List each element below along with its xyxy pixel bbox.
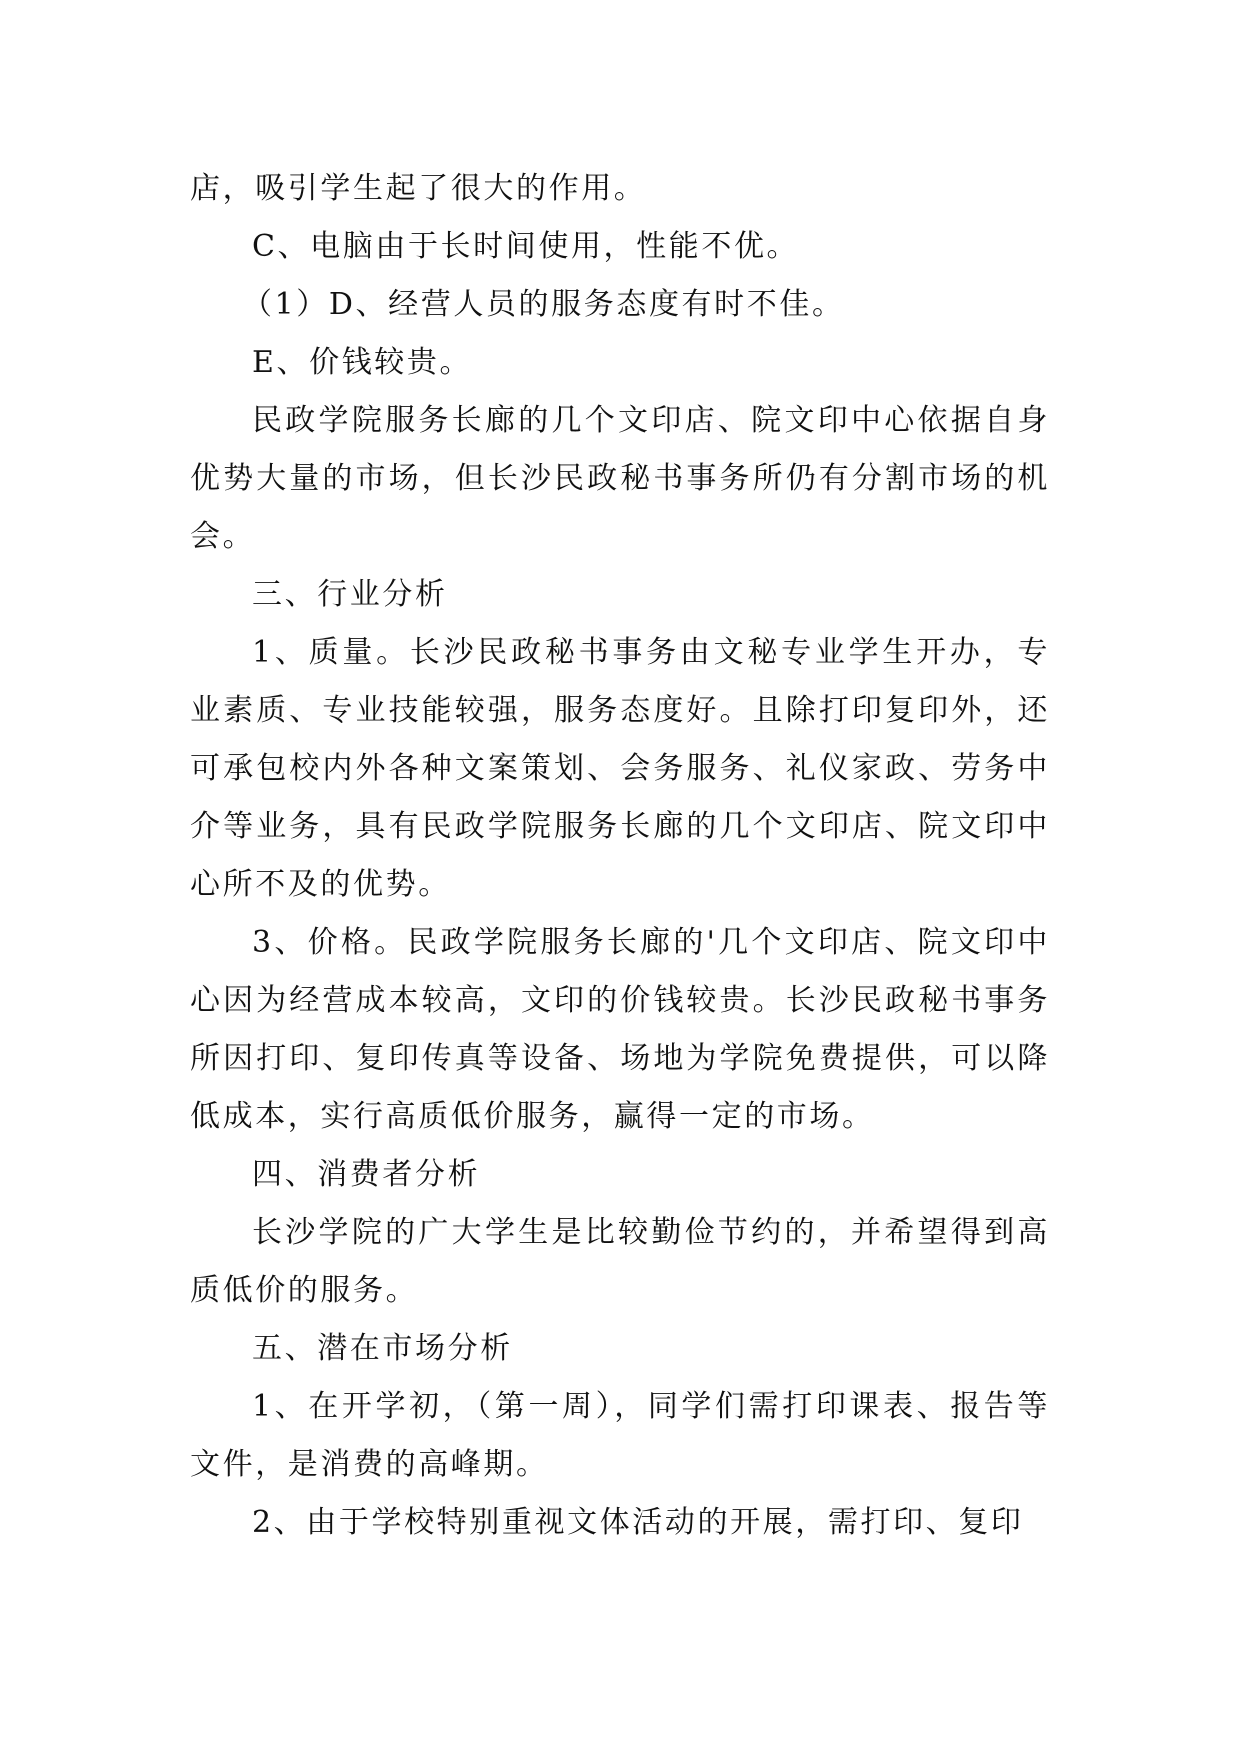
document-body bbox=[190, 160, 1050, 1552]
paragraph-item-e: E、价钱较贵。 bbox=[252, 345, 473, 380]
paragraph-price: 3、价格。民政学院服务长廊的'几个文印店、院文印中心因为经营成本较高，文印的价钱较贵。长沙民政秘书事务所因打印、复印传真等设备、场地为学院免费提供，可以降低成本，实行高质低价服务，赢得一定的市场。 bbox=[190, 925, 1050, 1134]
section-heading-industry: 三、行业分析 bbox=[252, 577, 448, 612]
paragraph-item-c: C、电脑由于长时间使用，性能不优。 bbox=[252, 229, 800, 264]
paragraph-market-summary: 民政学院服务长廊的几个文印店、院文印中心依据自身优势大量的市场，但长沙民政秘书事务所仍有分割市场的机会。 bbox=[190, 403, 1050, 554]
section-heading-consumer: 四、消费者分析 bbox=[252, 1157, 481, 1192]
paragraph-item-d: （1）D、经营人员的服务态度有时不佳。 bbox=[242, 287, 845, 322]
paragraph-quality: 1、质量。长沙民政秘书事务由文秘专业学生开办，专业素质、专业技能较强，服务态度好。且除打印复印外，还可承包校内外各种文案策划、会务服务、礼仪家政、劳务中介等业务，具有民政学院服务长廊的几个文印店、院文印中心所不及的优势。 bbox=[190, 635, 1050, 902]
section-heading-potential-market: 五、潜在市场分析 bbox=[252, 1331, 513, 1366]
paragraph-potential-1: 1、在开学初，（第一周），同学们需打印课表、报告等文件，是消费的高峰期。 bbox=[190, 1389, 1050, 1482]
paragraph-continuation: 店，吸引学生起了很大的作用。 bbox=[190, 171, 647, 206]
paragraph-consumer: 长沙学院的广大学生是比较勤俭节约的，并希望得到高质低价的服务。 bbox=[190, 1215, 1050, 1308]
paragraph-potential-2: 2、由于学校特别重视文体活动的开展，需打印、复印 bbox=[252, 1505, 1024, 1540]
